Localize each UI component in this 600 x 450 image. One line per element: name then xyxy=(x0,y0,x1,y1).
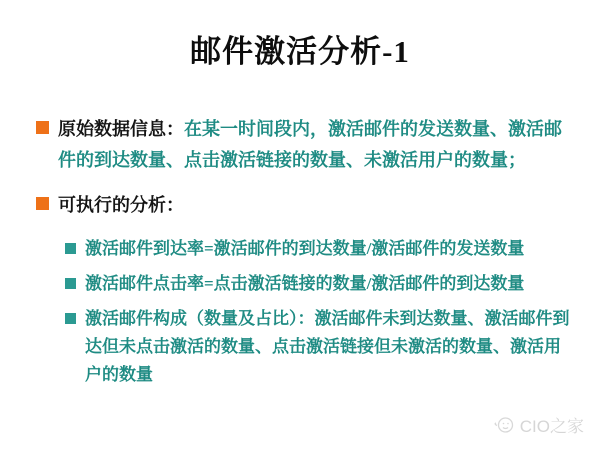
bullet-item-raw-data xyxy=(36,114,572,176)
orange-square-bullet-icon xyxy=(36,197,49,210)
bullet-detail: 在某一时间段内，激活邮件的发送数量、激活邮件的到达数量、点击激活链接的数量、未激活用户的数量； xyxy=(58,119,562,170)
sub-bullet-item-arrival-rate xyxy=(65,235,572,263)
bullet-label: 原始数据信息： xyxy=(58,119,184,139)
slide-title: 邮件激活分析-1 xyxy=(190,34,410,69)
teal-square-bullet-icon xyxy=(65,278,76,289)
cio-logo-icon xyxy=(493,415,515,435)
sub-bullet-text: 激活邮件到达率=激活邮件的到达数量/激活邮件的发送数量 xyxy=(85,239,525,258)
watermark xyxy=(493,412,584,437)
sub-bullet-item-composition xyxy=(65,305,572,389)
bullet-item-analysis xyxy=(36,190,572,221)
slide-body xyxy=(36,114,572,389)
sub-bullet-text: 激活邮件构成（数量及占比）：激活邮件未到达数量、激活邮件到达但未点击激活的数量、点击激活链接但未激活的数量、激活用户的数量 xyxy=(85,309,570,384)
teal-square-bullet-icon xyxy=(65,243,76,254)
sub-bullet-list xyxy=(65,235,572,389)
teal-square-bullet-icon xyxy=(65,313,76,324)
sub-bullet-text: 激活邮件点击率=点击激活链接的数量/激活邮件的到达数量 xyxy=(85,274,525,293)
sub-bullet-item-click-rate xyxy=(65,270,572,298)
bullet-label: 可执行的分析： xyxy=(58,195,184,215)
watermark-text: CIO之家 xyxy=(519,417,584,436)
bullet-text xyxy=(58,114,572,176)
orange-square-bullet-icon xyxy=(36,121,49,134)
